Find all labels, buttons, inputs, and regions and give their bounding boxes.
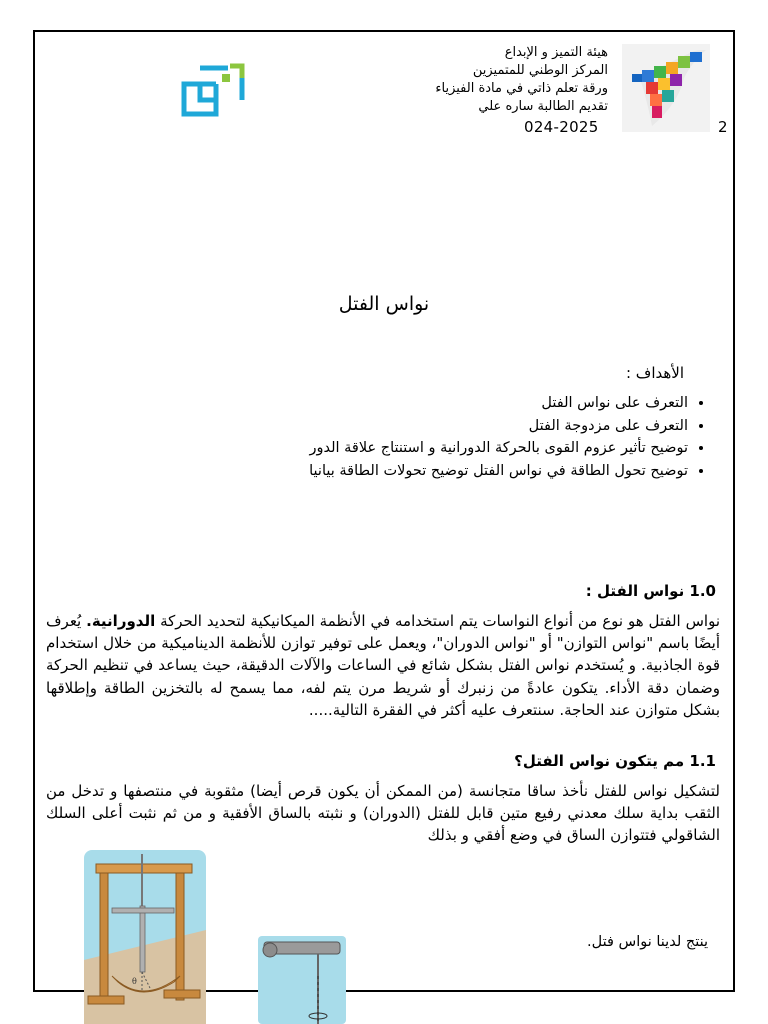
academic-year: 024-2025 (524, 118, 599, 136)
goals-list (309, 392, 706, 482)
section-1-text-end: يُعرف أيضًا باسم "نواس التوازن" أو "نواس الدوران"، ويعمل على توفير توازن للأنظمة الديناميكية من خلال استخدام قوة الجاذبية. و يُستخدم نواس الفتل بشكل شائع في الساعات والآلات الدقيقة، حيث يساعد في تنظيم الحركة وضمان دقة الأداء. يتكون عادةً من زنبرك أو شريط مرن يتم لفه، مما يسمح له بالتخزين الطاقة وإطلاقها بشكل متوازن عند الحاجة. سنتعرف عليه أكثر في الفقرة التالية..... (46, 612, 720, 719)
institution-logo-icon (178, 62, 250, 126)
goal-item: • التعرف على نواس الفتل (309, 392, 688, 415)
page-number: 2 (718, 118, 728, 136)
org-line-2: المركز الوطني للمتميزين (472, 63, 608, 78)
result-text: ينتج لدينا نواس فتل. (587, 934, 708, 950)
section-1-paragraph (46, 610, 720, 721)
section-1-bold-term: الدورانية. (86, 612, 156, 630)
org-line-1: هيئة التميز و الإبداع (504, 45, 608, 60)
goals-heading: الأهداف : (625, 364, 684, 382)
goal-item: • توضيح تحول الطاقة في نواس الفتل توضيح تحولات الطاقة بيانيا (309, 460, 688, 483)
goal-item: • توضيح تأثير عزوم القوى بالحركة الدورانية و استنتاج علاقة الدور (309, 437, 688, 460)
section-1-text-start: نواس الفتل هو نوع من أنواع النواسات يتم استخدامه في الأنظمة الميكانيكية لتحديد الحركة (155, 612, 720, 630)
section-2-heading: 1.1 مم يتكون نواس الفتل؟ (514, 752, 716, 770)
page-border (33, 30, 735, 992)
section-2-paragraph: لتشكيل نواس للفتل نأخذ ساقا متجانسة (من الممكن أن يكون قرص أيضا) مثقوبة في منتصفها و تدخل من الثقب بداية سلك معدني رفيع متين قابل للفتل (الدوران) و نثبته بالساق الأفقية و من ثم نثبت أعلى السلك الشاقولي فتتوازن الساق في وضع أفقي و بذلك (46, 782, 720, 845)
section-1-heading: 1.0 نواس الفتل : (585, 582, 716, 600)
organization-header (348, 44, 608, 116)
goal-item: • التعرف على مزدوجة الفتل (309, 415, 688, 438)
org-line-3: ورقة تعلم ذاتي في مادة الفيزياء (435, 81, 608, 96)
torsion-pendulum-frame-figure (84, 850, 206, 1024)
org-line-4: تقديم الطالبة ساره علي (478, 99, 608, 114)
puzzle-bird-logo-icon (622, 44, 710, 132)
page-title: نواس الفتل (338, 293, 430, 315)
torsion-wire-detail-figure (258, 936, 346, 1024)
angle-label: θ (132, 977, 137, 986)
